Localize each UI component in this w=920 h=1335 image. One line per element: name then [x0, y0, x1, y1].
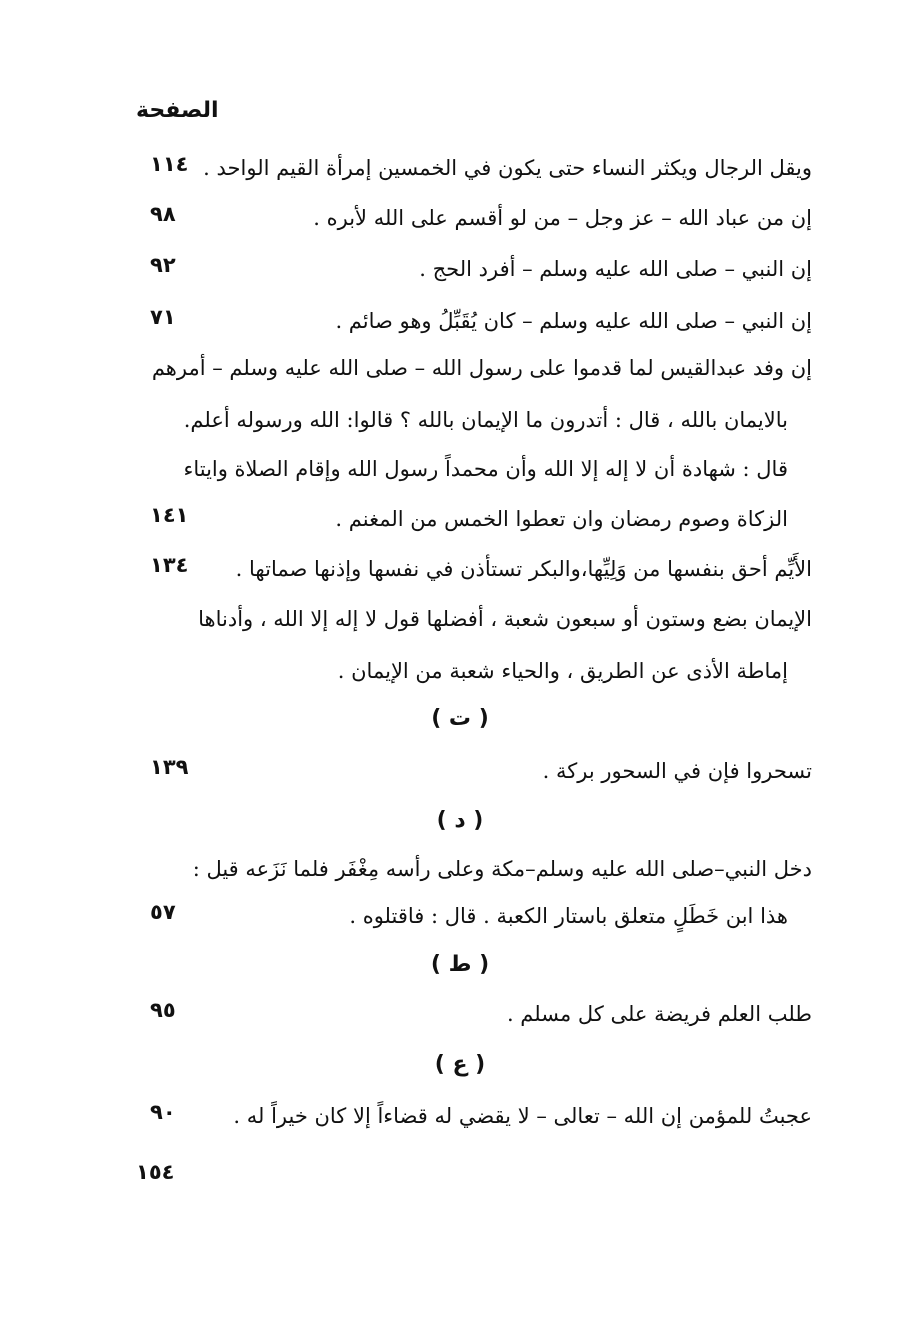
entry-page: ٩٠ [150, 1100, 176, 1124]
section-heading: ( ع ) [434, 1052, 486, 1077]
entry-text-line: بالايمان بالله ، قال : أتدرون ما الإيمان بالله ؟ قالوا: الله ورسوله أعلم. [183, 408, 788, 432]
entry-page: ٧١ [150, 305, 176, 329]
entry-page: ٩٨ [150, 202, 176, 226]
entry-text: ويقل الرجال ويكثر النساء حتى يكون في الخمسين إمرأة القيم الواحد . [203, 156, 812, 180]
section-heading: ( ت ) [431, 706, 489, 731]
entry-page: ٩٥ [150, 998, 176, 1022]
entry-text: إن النبي – صلى الله عليه وسلم – أفرد الحج . [419, 257, 812, 281]
entry-text: إن من عباد الله – عز وجل – من لو أقسم على الله لأبره . [313, 206, 812, 230]
entry-text-line: الزكاة وصوم رمضان وان تعطوا الخمس من المغنم . [335, 507, 788, 531]
entry-text: الأَيِّم أحق بنفسها من وَلِيِّها،والبكر تستأذن في نفسها وإذنها صماتها . [235, 557, 812, 581]
page-number: ١٥٤ [136, 1160, 175, 1184]
entry-page: ٩٢ [150, 253, 176, 277]
entry-text-line: هذا ابن خَطَلٍ متعلق باستار الكعبة . قال : فاقتلوه . [349, 904, 788, 928]
entry-text-line: الإيمان بضع وستون أو سبعون شعبة ، أفضلها قول لا إله إلا الله ، وأدناها [198, 607, 812, 631]
entry-text-line: إماطة الأذى عن الطريق ، والحياء شعبة من الإيمان . [337, 659, 788, 683]
entry-text-line: إن وفد عبدالقيس لما قدموا على رسول الله – صلى الله عليه وسلم – أمرهم [151, 356, 812, 380]
entry-text: إن النبي – صلى الله عليه وسلم – كان يُقَبِّلُ وهو صائم . [335, 309, 812, 333]
entry-page: ١٣٩ [150, 755, 189, 779]
section-heading: ( د ) [436, 808, 484, 833]
entry-text: طلب العلم فريضة على كل مسلم . [506, 1002, 812, 1026]
entry-text: عجبتُ للمؤمن إن الله – تعالى – لا يقضي له قضاءاً إلا كان خيراً له . [233, 1104, 812, 1128]
entry-text: تسحروا فإن في السحور بركة . [542, 759, 812, 783]
section-heading: ( ط ) [430, 952, 490, 977]
entry-page: ١١٤ [150, 152, 189, 176]
entry-page: ١٣٤ [150, 553, 189, 577]
entry-page: ٥٧ [150, 900, 176, 924]
entry-page: ١٤١ [150, 503, 189, 527]
page-column-header: الصفحة [136, 98, 219, 123]
entry-text-line: قال : شهادة أن لا إله إلا الله وأن محمداً رسول الله وإقام الصلاة وايتاء [183, 457, 788, 481]
entry-text-line: دخل النبي–صلى الله عليه وسلم–مكة وعلى رأسه مِغْفَر فلما نَزَعه قيل : [192, 857, 812, 881]
